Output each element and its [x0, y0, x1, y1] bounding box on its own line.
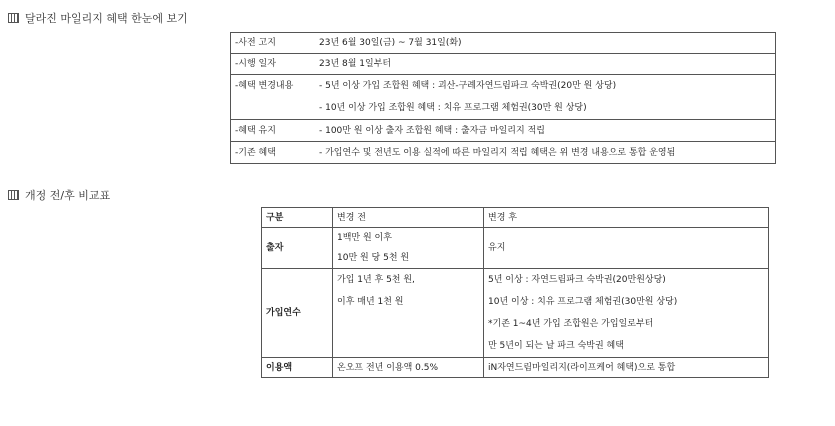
row-before	[333, 269, 484, 358]
row-category: 가입연수	[262, 269, 333, 358]
table-row	[231, 120, 776, 142]
before-line: 10만 원 당 5천 원	[337, 253, 410, 263]
table-row	[231, 142, 776, 164]
row-value: 23년 6월 30일(금) ~ 7월 31일(화)	[315, 33, 776, 54]
after-line: 만 5년이 되는 날 파크 숙박권 혜택	[488, 341, 624, 351]
row-before	[333, 228, 484, 269]
section-title-text: 달라진 마일리지 혜택 한눈에 보기	[25, 12, 188, 25]
table-row	[262, 269, 769, 358]
before-line: 이후 매년 1천 원	[337, 297, 404, 307]
row-value: - 가입연수 및 전년도 이용 실적에 따른 마일리지 적립 혜택은 위 변경 내용으로 통합 운영됨	[315, 142, 776, 164]
table-header-row	[262, 208, 769, 228]
row-value: - 100만 원 이상 출자 조합원 혜택 : 출자금 마일리지 적립	[315, 120, 776, 142]
header-category: 구분	[262, 208, 333, 228]
table-row	[262, 228, 769, 269]
table-row	[231, 33, 776, 54]
bars-icon	[8, 13, 19, 23]
row-value: 23년 8월 1일부터	[315, 54, 776, 75]
row-label: -혜택 유지	[231, 120, 316, 142]
row-label: -사전 고지	[231, 33, 316, 54]
after-line: 10년 이상 : 치유 프로그램 체험권(30만원 상당)	[488, 297, 678, 307]
row-after: iN자연드림마일리지(라이프케어 혜택)으로 통합	[484, 358, 769, 378]
row-label: -기존 혜택	[231, 142, 316, 164]
row-label: -시행 일자	[231, 54, 316, 75]
header-before: 변경 전	[333, 208, 484, 228]
row-category: 이용액	[262, 358, 333, 378]
row-before: 온오프 전년 이용액 0.5%	[333, 358, 484, 378]
row-value-line: - 10년 이상 가입 조합원 혜택 : 치유 프로그램 체험권(30만 원 상당)	[319, 103, 587, 113]
after-line: 5년 이상 : 자연드림파크 숙박권(20만원상당)	[488, 275, 666, 285]
before-line: 가입 1년 후 5천 원,	[337, 275, 415, 285]
summary-table	[230, 32, 776, 164]
after-line: *기존 1~4년 가입 조합원은 가입일로부터	[488, 319, 654, 329]
row-category: 출자	[262, 228, 333, 269]
table-row	[231, 75, 776, 120]
section-title-summary	[8, 10, 188, 26]
table-row	[262, 358, 769, 378]
section-title-comparison	[8, 187, 110, 203]
row-label: -혜택 변경내용	[231, 75, 316, 120]
section-title-text: 개정 전/후 비교표	[25, 189, 111, 202]
comparison-table	[261, 207, 769, 378]
row-after	[484, 269, 769, 358]
row-value-line: - 5년 이상 가입 조합원 혜택 : 괴산-구례자연드림파크 숙박권(20만 원 상당)	[319, 81, 617, 91]
before-line: 1백만 원 이후	[337, 233, 392, 243]
row-value	[315, 75, 776, 120]
header-after: 변경 후	[484, 208, 769, 228]
table-row	[231, 54, 776, 75]
bars-icon	[8, 190, 19, 200]
row-after: 유지	[484, 228, 769, 269]
